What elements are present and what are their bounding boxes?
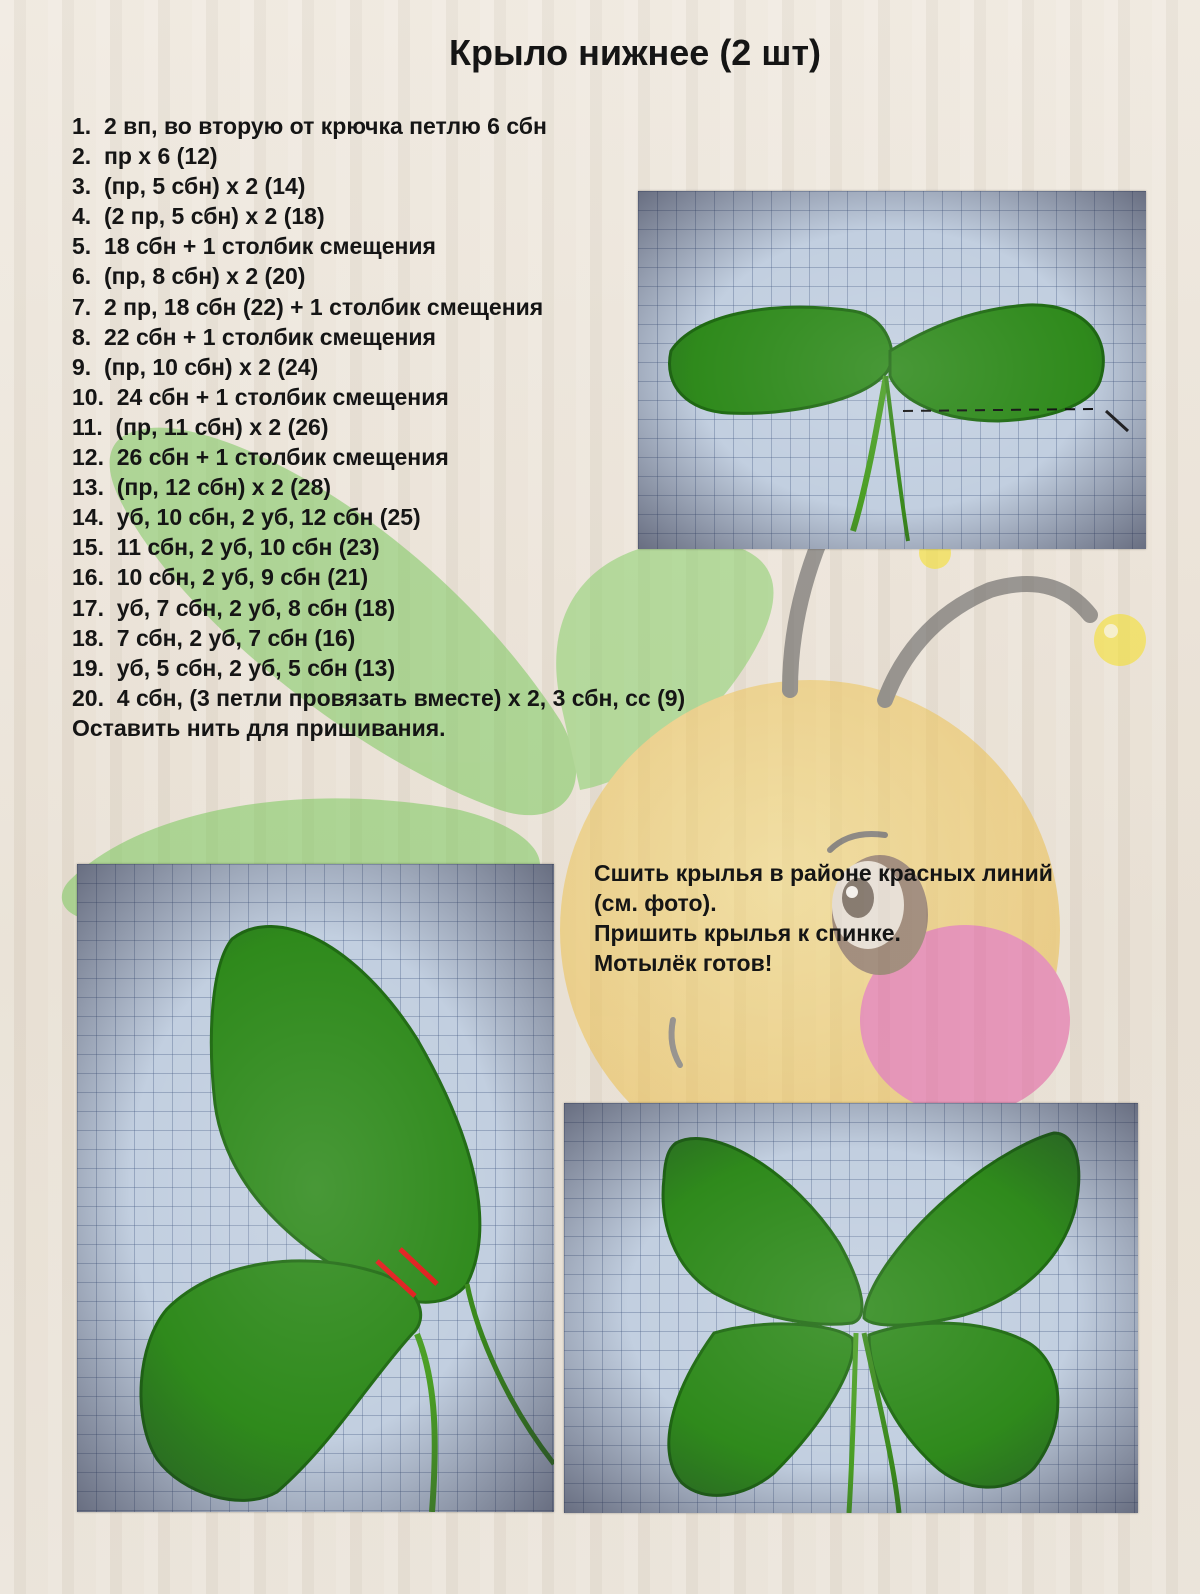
finish-line: Сшить крылья в районе красных линий [594, 860, 1053, 886]
instruction-step [72, 472, 685, 502]
step-text: 2 вп, во вторую от крючка петлю 6 сбн [103, 113, 547, 139]
step-text: уб, 5 сбн, 2 уб, 5 сбн (13) [116, 654, 396, 681]
wing-right-shape [890, 305, 1103, 421]
step-text: 18 сбн + 1 столбик смещения [103, 233, 436, 260]
step-number: 3. [72, 173, 92, 200]
step-number: 5. [72, 233, 92, 260]
step-text: (пр, 10 сбн) х 2 (24) [103, 353, 319, 380]
step-number: 11. [72, 413, 103, 440]
step-text: 11 сбн, 2 уб, 10 сбн (23) [116, 534, 380, 561]
step-text: (пр, 12 сбн) х 2 (28) [116, 474, 332, 501]
step-text: (пр, 8 сбн) х 2 (20) [103, 263, 306, 290]
upper-left-wing-shape [663, 1139, 862, 1325]
step-text: 4 сбн, (3 петли провязать вместе) х 2, 3 сбн, сс (9) [116, 684, 686, 711]
finish-line: (см. фото). [594, 890, 717, 916]
step-text: уб, 7 сбн, 2 уб, 8 сбн (18) [116, 594, 396, 621]
instruction-step [72, 382, 685, 412]
step-text: 22 сбн + 1 столбик смещения [103, 323, 436, 350]
step-number: 16. [72, 564, 104, 591]
instruction-step [72, 322, 685, 352]
final-note: Оставить нить для пришивания. [72, 714, 446, 741]
instruction-steps [72, 111, 685, 743]
instruction-step [72, 171, 685, 201]
step-number: 1. [72, 113, 92, 139]
step-text: пр х 6 (12) [103, 143, 218, 170]
yarn-strand [417, 1334, 435, 1512]
step-number: 12. [72, 444, 104, 471]
step-text: 10 сбн, 2 уб, 9 сбн (21) [116, 564, 369, 591]
lower-wing-shape [141, 1261, 421, 1500]
step-number: 19. [72, 654, 104, 681]
photo-wing-seam-lines [77, 864, 554, 1512]
instruction-step [72, 502, 685, 532]
instruction-step [72, 532, 685, 562]
finish-line: Пришить крылья к спинке. [594, 920, 901, 946]
lower-right-wing-shape [869, 1323, 1058, 1487]
yarn-strand [853, 376, 886, 531]
instruction-step [72, 593, 685, 623]
step-number: 9. [72, 353, 92, 380]
step-text: 26 сбн + 1 столбик смещения [116, 444, 449, 471]
step-text: 7 сбн, 2 уб, 7 сбн (16) [116, 624, 356, 651]
instruction-step [72, 683, 685, 713]
step-number: 10. [72, 383, 104, 410]
instruction-step [72, 111, 685, 141]
instruction-step [72, 292, 685, 322]
step-number: 4. [72, 203, 92, 230]
instruction-step [72, 442, 685, 472]
instruction-step [72, 352, 685, 382]
step-text: (пр, 11 сбн) х 2 (26) [115, 413, 329, 440]
background-toy-antenna-ball [1094, 614, 1146, 666]
step-number: 14. [72, 504, 104, 531]
photo-joined-wings [638, 191, 1146, 549]
upper-wing-shape [211, 926, 479, 1302]
instruction-step [72, 562, 685, 592]
instruction-step [72, 412, 685, 442]
photo-assembled-wings [564, 1103, 1138, 1513]
step-number: 8. [72, 323, 92, 350]
finish-line: Мотылёк готов! [594, 950, 773, 976]
instruction-step [72, 201, 685, 231]
lower-left-wing-shape [669, 1324, 853, 1495]
step-number: 13. [72, 474, 104, 501]
background-toy-antenna-left [790, 540, 820, 690]
yarn-strand [886, 376, 908, 541]
finish-instructions [594, 858, 1053, 978]
step-text: 24 сбн + 1 столбик смещения [116, 383, 449, 410]
step-text: уб, 10 сбн, 2 уб, 12 сбн (25) [116, 504, 421, 531]
instruction-step [72, 261, 685, 291]
step-number: 17. [72, 594, 104, 621]
instruction-step [72, 141, 685, 171]
step-number: 6. [72, 263, 92, 290]
page-title: Крыло нижнее (2 шт) [449, 32, 821, 73]
wing-left-shape [670, 307, 892, 413]
step-number: 20. [72, 684, 104, 711]
step-number: 7. [72, 293, 92, 320]
upper-right-wing-shape [864, 1133, 1079, 1325]
step-text: 2 пр, 18 сбн (22) + 1 столбик смещения [103, 293, 544, 320]
step-text: (пр, 5 сбн) х 2 (14) [103, 173, 306, 200]
yarn-strand [467, 1284, 554, 1464]
instruction-step [72, 623, 685, 653]
instruction-step [72, 653, 685, 683]
step-number: 2. [72, 143, 92, 170]
step-number: 18. [72, 624, 104, 651]
instruction-step [72, 231, 685, 261]
background-toy-antenna-right [885, 584, 1090, 700]
step-text: (2 пр, 5 сбн) х 2 (18) [103, 203, 325, 230]
step-number: 15. [72, 534, 104, 561]
